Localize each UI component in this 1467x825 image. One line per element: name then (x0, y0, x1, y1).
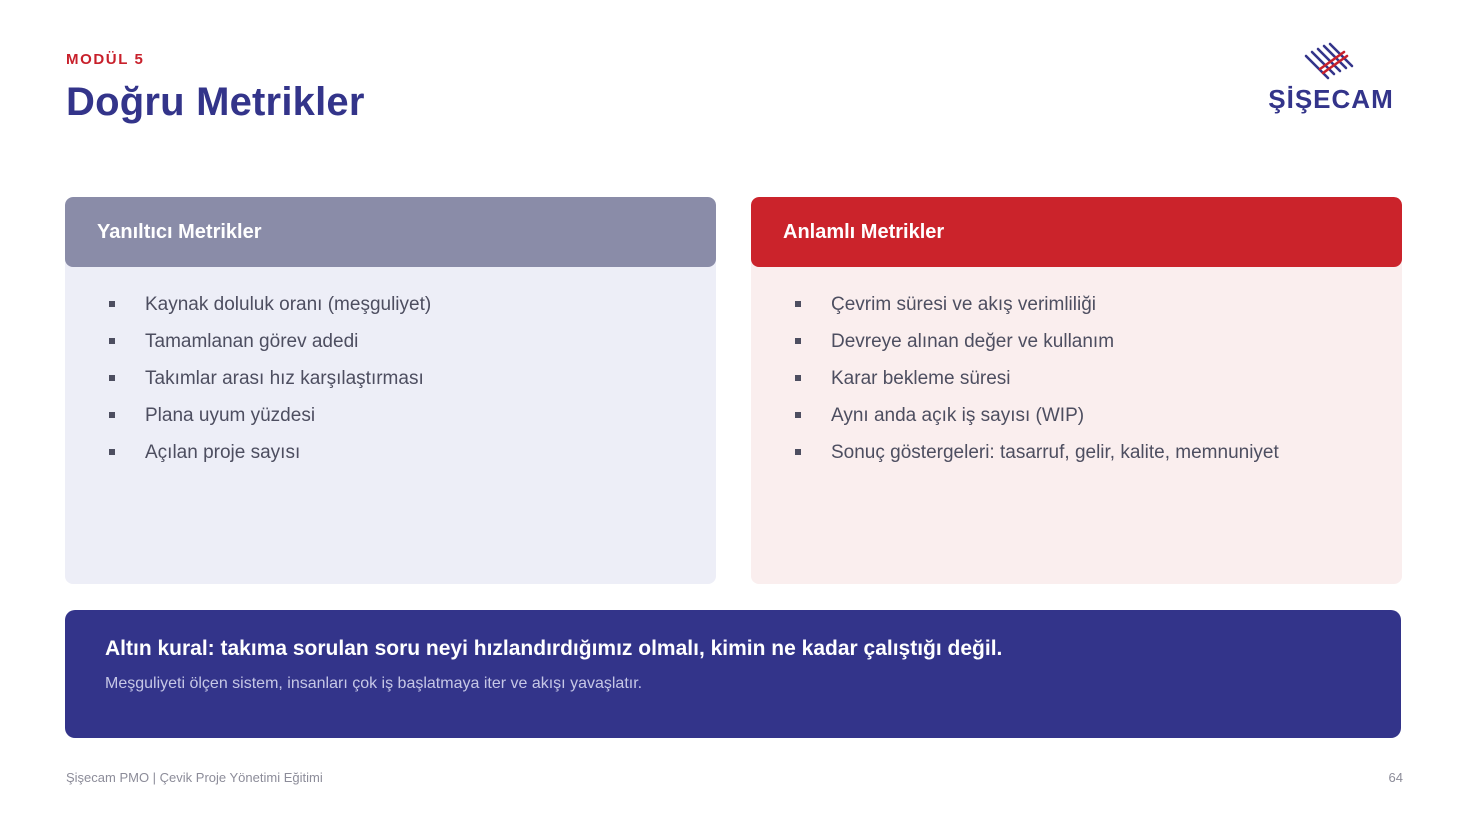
list-item (795, 361, 1279, 398)
misleading-metrics-list (109, 287, 431, 471)
page-title: Doğru Metrikler (66, 80, 365, 124)
square-bullet-icon (109, 375, 115, 381)
square-bullet-icon (795, 375, 801, 381)
list-item (795, 397, 1279, 434)
list-item-text: Karar bekleme süresi (831, 367, 1011, 389)
misleading-metrics-header: Yanıltıcı Metrikler (65, 197, 716, 267)
page-number: 64 (1388, 770, 1403, 785)
sisecam-logo-icon (1256, 42, 1406, 118)
meaningful-metrics-panel (751, 197, 1402, 584)
list-item (795, 324, 1279, 361)
list-item (795, 287, 1279, 324)
list-item-text: Takımlar arası hız karşılaştırması (145, 367, 424, 389)
list-item-text: Devreye alınan değer ve kullanım (831, 331, 1115, 353)
square-bullet-icon (795, 301, 801, 307)
list-item (109, 361, 431, 398)
meaningful-metrics-list (795, 287, 1279, 471)
square-bullet-icon (795, 412, 801, 418)
logo-text: ŞİŞECAM (1268, 84, 1394, 114)
list-item (109, 324, 431, 361)
module-label: MODÜL 5 (66, 51, 145, 68)
list-item-text: Plana uyum yüzdesi (145, 404, 316, 426)
square-bullet-icon (795, 338, 801, 344)
callout-title: Altın kural: takıma sorulan soru neyi hızlandırdığımız olmalı, kimin ne kadar çalıştığı değil. (105, 637, 1003, 660)
list-item-text: Aynı anda açık iş sayısı (WIP) (831, 404, 1085, 426)
square-bullet-icon (109, 449, 115, 455)
list-item (109, 287, 431, 324)
list-item (109, 434, 431, 471)
list-item (109, 397, 431, 434)
list-item-text: Kaynak doluluk oranı (meşguliyet) (145, 294, 432, 316)
list-item-text: Tamamlanan görev adedi (145, 331, 359, 353)
square-bullet-icon (109, 338, 115, 344)
footer-text: Şişecam PMO | Çevik Proje Yönetimi Eğitimi (66, 770, 323, 785)
square-bullet-icon (109, 301, 115, 307)
list-item (795, 434, 1279, 471)
meaningful-metrics-header: Anlamlı Metrikler (751, 197, 1402, 267)
misleading-metrics-panel (65, 197, 716, 584)
callout-subtitle: Meşguliyeti ölçen sistem, insanları çok iş başlatmaya iter ve akışı yavaşlatır. (105, 675, 643, 692)
square-bullet-icon (795, 449, 801, 455)
list-item-text: Sonuç göstergeleri: tasarruf, gelir, kalite, memnuniyet (831, 441, 1279, 463)
sisecam-logo (1256, 42, 1406, 118)
golden-rule-callout (65, 610, 1401, 738)
square-bullet-icon (109, 412, 115, 418)
list-item-text: Açılan proje sayısı (145, 441, 301, 463)
list-item-text: Çevrim süresi ve akış verimliliği (831, 294, 1096, 316)
